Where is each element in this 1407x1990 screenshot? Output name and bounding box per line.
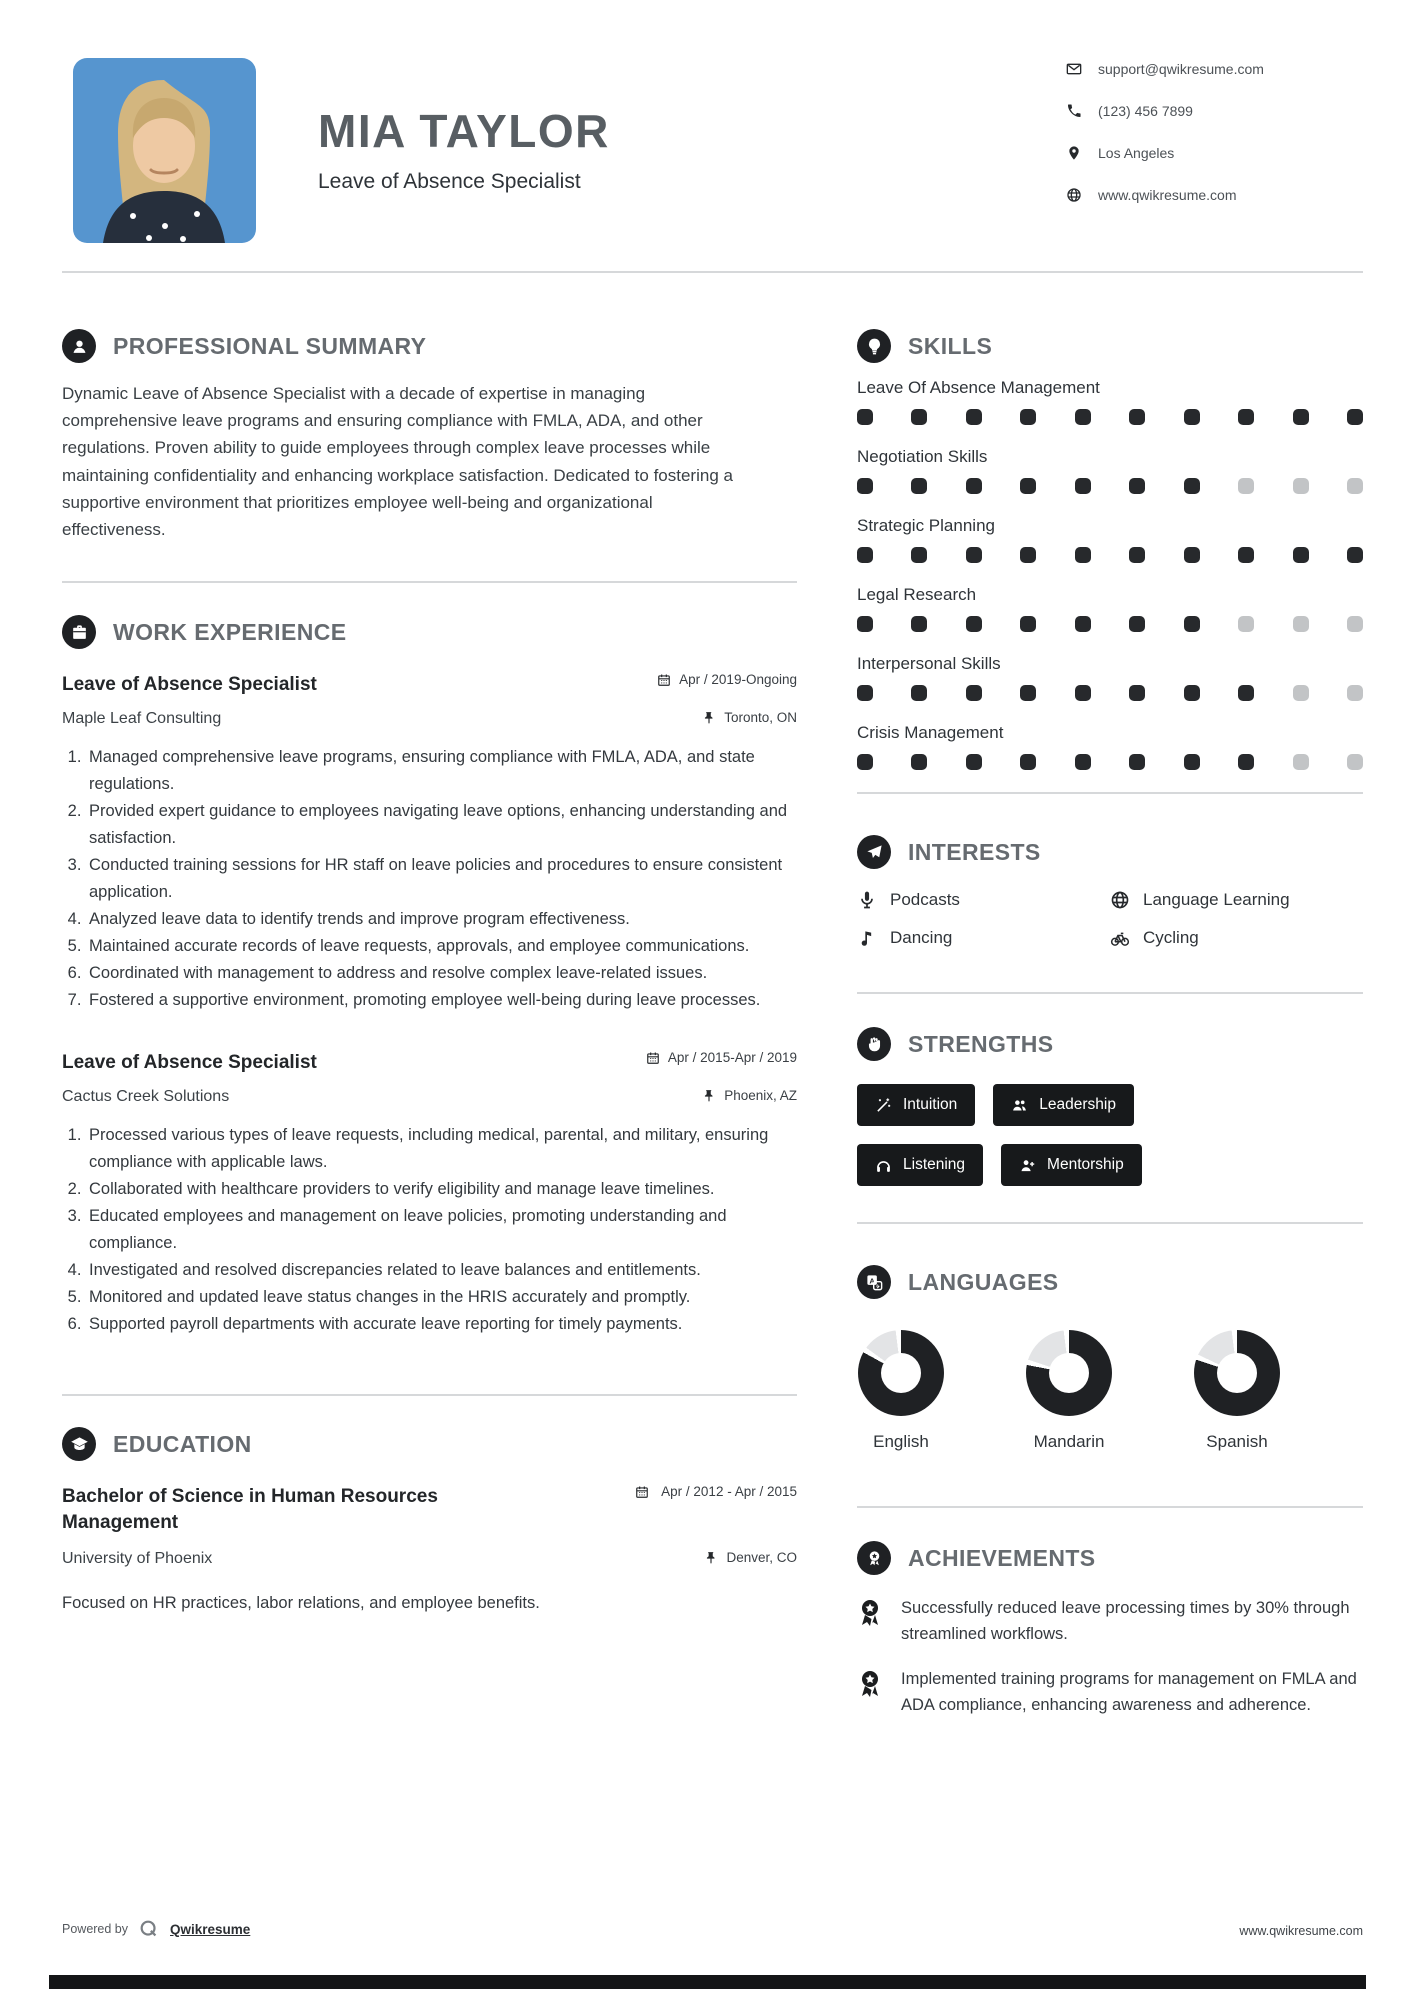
- job-entry: [62, 1050, 797, 1338]
- job-entry: [62, 672, 797, 1014]
- section-skills: [857, 328, 1363, 364]
- interest-item: [1110, 928, 1363, 948]
- section-title: LANGUAGES: [908, 1268, 1059, 1295]
- section-strengths: [857, 1026, 1363, 1062]
- skill-dot: [1347, 478, 1363, 494]
- svg-text:A: A: [868, 1275, 875, 1285]
- skill-row: [857, 516, 1363, 563]
- skill-dot: [1293, 409, 1309, 425]
- contact-website: [1066, 184, 1264, 206]
- education-location-text: Denver, CO: [726, 1549, 797, 1565]
- lightbulb-icon: [857, 329, 891, 363]
- strength-chip: [1001, 1144, 1142, 1186]
- summary-text: Dynamic Leave of Absence Specialist with a decade of expertise in managing comprehensive leave programs and ensuring compliance with FMLA, ADA, and other regulations. Proven ability to guide employees through complex leave processes while maintaining confidentiality and enhancing workplace satisfaction. Dedicated to fostering a supportive environment that prioritizes employee well-being and organizational effectiveness.: [62, 384, 733, 539]
- skill-dot: [857, 685, 873, 701]
- skill-dot: [911, 685, 927, 701]
- skill-dot: [1293, 616, 1309, 632]
- globe-icon: [1066, 187, 1082, 203]
- bottom-bar: [49, 1975, 1366, 1989]
- education-note: Focused on HR practices, labor relations, and employee benefits.: [62, 1593, 540, 1612]
- skill-dot: [966, 685, 982, 701]
- skill-dot: [1347, 547, 1363, 563]
- section-interests: [857, 834, 1363, 870]
- translate-icon: [857, 1265, 891, 1299]
- job-bullet-list: [62, 744, 797, 1014]
- interest-label: Podcasts: [890, 890, 960, 909]
- contact-email: [1066, 58, 1264, 80]
- phone-icon: [1066, 103, 1082, 119]
- contact-email-text: support@qwikresume.com: [1098, 61, 1264, 77]
- achievement-item: [857, 1667, 1363, 1718]
- user-icon: [62, 329, 96, 363]
- degree-title: Bachelor of Science in Human Resources Management: [62, 1486, 438, 1533]
- job-bullet: 2. Collaborated with healthcare providers to verify eligibility and manage leave timelines.: [86, 1176, 797, 1203]
- section-title: EDUCATION: [113, 1430, 252, 1457]
- job-dates-text: Apr / 2015-Apr / 2019: [667, 1050, 797, 1066]
- languages-row: [857, 1330, 1363, 1452]
- skill-dot: [1020, 616, 1036, 632]
- skill-dot: [911, 409, 927, 425]
- job-bullet: 1. Processed various types of leave requests, including medical, parental, and military, ensuring compliance with applicable laws.: [86, 1122, 797, 1176]
- interest-item: [857, 890, 1110, 910]
- skill-dot: [1238, 616, 1254, 632]
- education-location: [704, 1550, 797, 1568]
- language-item: [857, 1330, 945, 1452]
- skill-dot: [1129, 478, 1145, 494]
- skill-rating: [857, 478, 1363, 494]
- job-bullet: 3. Conducted training sessions for HR staff on leave policies and procedures to ensure consistent application.: [86, 852, 797, 906]
- skill-dot: [1293, 685, 1309, 701]
- person-name: MIA TAYLOR: [318, 105, 610, 157]
- skill-dot: [911, 616, 927, 632]
- skill-dot: [1347, 685, 1363, 701]
- skill-dot: [966, 409, 982, 425]
- job-location-text: Phoenix, AZ: [724, 1087, 797, 1103]
- strengths-chips: [857, 1084, 1277, 1186]
- skill-dot: [1184, 685, 1200, 701]
- skill-dot: [857, 616, 873, 632]
- language-item: [1025, 1330, 1113, 1452]
- calendar-icon: [657, 673, 671, 687]
- powered-by-text: Powered by: [62, 1922, 129, 1936]
- contact-location-text: Los Angeles: [1098, 145, 1175, 161]
- section-professional-summary: [62, 328, 797, 364]
- skill-dot: [1347, 616, 1363, 632]
- language-label: Spanish: [1206, 1432, 1268, 1451]
- skills-list: [857, 378, 1363, 770]
- footer-website: www.qwikresume.com: [1239, 1924, 1363, 1938]
- skill-dot: [857, 409, 873, 425]
- contact-block: [1066, 58, 1264, 226]
- headphones-icon: [875, 1157, 892, 1174]
- skill-row: [857, 585, 1363, 632]
- strength-label: Leadership: [1039, 1096, 1116, 1113]
- job-bullet: 5. Monitored and updated leave status changes in the HRIS accurately and promptly.: [86, 1284, 797, 1311]
- qwikresume-logo-icon: [138, 1918, 160, 1940]
- language-donut-chart: [1194, 1330, 1280, 1416]
- language-donut-chart: [1026, 1330, 1112, 1416]
- job-bullet: 7. Fostered a supportive environment, promoting employee well-being during leave processes.: [86, 987, 797, 1014]
- skill-dot: [1129, 616, 1145, 632]
- skill-dot: [1020, 754, 1036, 770]
- skill-dot: [1020, 478, 1036, 494]
- section-languages: [857, 1264, 1363, 1300]
- interest-item: [857, 928, 1110, 948]
- skill-dot: [1293, 754, 1309, 770]
- skill-name: Negotiation Skills: [857, 447, 988, 466]
- skill-dot: [857, 754, 873, 770]
- email-icon: [1066, 61, 1082, 77]
- skill-rating: [857, 685, 1363, 701]
- contact-phone-text: (123) 456 7899: [1098, 103, 1193, 119]
- job-bullet: 2. Provided expert guidance to employees navigating leave options, enhancing understanding and satisfaction.: [86, 798, 797, 852]
- music-note-icon: [857, 928, 877, 948]
- skill-name: Legal Research: [857, 585, 977, 604]
- section-title: ACHIEVEMENTS: [908, 1544, 1096, 1571]
- skill-dot: [1075, 547, 1091, 563]
- award-ribbon-icon: [857, 1598, 883, 1628]
- company-name: Cactus Creek Solutions: [62, 1087, 230, 1105]
- divider: [857, 792, 1363, 794]
- strength-chip: [857, 1084, 975, 1126]
- achievement-text: Successfully reduced leave processing times by 30% through streamlined workflows.: [901, 1599, 1350, 1643]
- briefcase-icon: [62, 615, 96, 649]
- skill-dot: [911, 547, 927, 563]
- job-dates-text: Apr / 2019-Ongoing: [679, 672, 797, 688]
- users-icon: [1011, 1097, 1028, 1114]
- left-column: [62, 328, 797, 1613]
- contact-website-text: www.qwikresume.com: [1098, 187, 1237, 203]
- skill-dot: [966, 547, 982, 563]
- skill-name: Leave Of Absence Management: [857, 378, 1100, 397]
- section-title: STRENGTHS: [908, 1030, 1054, 1057]
- interests-grid: [857, 890, 1363, 948]
- pushpin-icon: [704, 1551, 718, 1565]
- strength-label: Mentorship: [1047, 1156, 1124, 1173]
- fist-icon: [857, 1027, 891, 1061]
- skill-dot: [1075, 685, 1091, 701]
- education-dates: [635, 1484, 797, 1499]
- strength-label: Intuition: [903, 1096, 958, 1113]
- skill-dot: [966, 478, 982, 494]
- divider: [62, 581, 797, 583]
- section-education: [62, 1426, 797, 1462]
- right-column: [857, 328, 1363, 1738]
- skill-dot: [1184, 616, 1200, 632]
- job-bullet: 3. Educated employees and management on leave policies, promoting understanding and compliance.: [86, 1203, 797, 1257]
- calendar-icon: [646, 1051, 660, 1065]
- skill-row: [857, 654, 1363, 701]
- skill-row: [857, 378, 1363, 425]
- skill-dot: [1075, 478, 1091, 494]
- job-title: Leave of Absence Specialist: [62, 674, 317, 696]
- skill-dot: [1238, 409, 1254, 425]
- award-ribbon-icon: [857, 1669, 883, 1699]
- job-dates: [657, 672, 797, 687]
- skill-row: [857, 447, 1363, 494]
- section-title: WORK EXPERIENCE: [113, 618, 347, 645]
- header-divider: [62, 271, 1363, 273]
- skill-dot: [966, 616, 982, 632]
- skill-dot: [1075, 754, 1091, 770]
- skill-dot: [1293, 478, 1309, 494]
- achievements-list: [857, 1596, 1363, 1718]
- divider: [857, 1506, 1363, 1508]
- qwikresume-brand-link[interactable]: Qwikresume: [170, 1921, 251, 1937]
- skill-dot: [1238, 547, 1254, 563]
- section-achievements: [857, 1540, 1363, 1576]
- contact-location: [1066, 142, 1264, 164]
- job-bullet: 4. Investigated and resolved discrepancies related to leave balances and entitlements.: [86, 1257, 797, 1284]
- skill-dot: [1238, 754, 1254, 770]
- skill-dot: [1347, 754, 1363, 770]
- section-title: PROFESSIONAL SUMMARY: [113, 332, 427, 359]
- language-item: [1193, 1330, 1281, 1452]
- skill-dot: [1238, 685, 1254, 701]
- interest-label: Dancing: [890, 928, 953, 947]
- education-dates-text: Apr / 2012 - Apr / 2015: [661, 1484, 797, 1500]
- person-title: Leave of Absence Specialist: [318, 170, 581, 193]
- skill-dot: [1075, 616, 1091, 632]
- location-icon: [1066, 145, 1082, 161]
- paper-plane-icon: [857, 835, 891, 869]
- skill-dot: [1238, 478, 1254, 494]
- profile-photo: [73, 58, 256, 243]
- skill-dot: [1129, 685, 1145, 701]
- section-title: INTERESTS: [908, 838, 1041, 865]
- globe-icon: [1110, 890, 1130, 910]
- section-title: SKILLS: [908, 332, 993, 359]
- job-title: Leave of Absence Specialist: [62, 1052, 317, 1074]
- skill-dot: [966, 754, 982, 770]
- job-bullet: 6. Supported payroll departments with accurate leave reporting for timely payments.: [86, 1311, 797, 1338]
- skill-dot: [1184, 478, 1200, 494]
- pushpin-icon: [702, 711, 716, 725]
- calendar-icon: [635, 1485, 649, 1499]
- profile-photo-illustration: [73, 58, 256, 243]
- job-bullet: 1. Managed comprehensive leave programs, ensuring compliance with FMLA, ADA, and state regulations.: [86, 744, 797, 798]
- job-bullet-list: [62, 1122, 797, 1338]
- language-donut-chart: [858, 1330, 944, 1416]
- education-entry: [62, 1484, 797, 1612]
- skill-dot: [1020, 409, 1036, 425]
- skill-dot: [1129, 409, 1145, 425]
- skill-row: [857, 723, 1363, 770]
- skill-dot: [1129, 547, 1145, 563]
- section-work-experience: [62, 614, 797, 650]
- divider: [857, 992, 1363, 994]
- skill-rating: [857, 409, 1363, 425]
- job-dates: [646, 1050, 797, 1065]
- microphone-icon: [857, 890, 877, 910]
- divider: [857, 1222, 1363, 1224]
- interest-label: Language Learning: [1143, 890, 1290, 909]
- divider: [62, 1394, 797, 1396]
- strength-chip: [857, 1144, 983, 1186]
- strength-chip: [993, 1084, 1134, 1126]
- wand-icon: [875, 1097, 892, 1114]
- skill-dot: [1075, 409, 1091, 425]
- medal-icon: [857, 1541, 891, 1575]
- job-bullet: 4. Analyzed leave data to identify trends and improve program effectiveness.: [86, 906, 797, 933]
- skill-name: Strategic Planning: [857, 516, 995, 535]
- skill-dot: [1184, 409, 1200, 425]
- language-label: English: [873, 1432, 929, 1451]
- skill-dot: [911, 754, 927, 770]
- school-name: University of Phoenix: [62, 1549, 213, 1567]
- footer-powered-by: [62, 1918, 250, 1940]
- skill-dot: [1184, 547, 1200, 563]
- job-location-text: Toronto, ON: [724, 709, 797, 725]
- skill-rating: [857, 616, 1363, 632]
- language-label: Mandarin: [1033, 1432, 1105, 1451]
- graduation-cap-icon: [62, 1427, 96, 1461]
- company-name: Maple Leaf Consulting: [62, 709, 222, 727]
- job-location: [702, 710, 797, 728]
- interest-item: [1110, 890, 1363, 910]
- skill-dot: [857, 547, 873, 563]
- achievement-item: [857, 1596, 1363, 1647]
- skill-dot: [911, 478, 927, 494]
- skill-name: Interpersonal Skills: [857, 654, 1001, 673]
- job-bullet: 6. Coordinated with management to address and resolve complex leave-related issues.: [86, 960, 797, 987]
- skill-rating: [857, 754, 1363, 770]
- job-bullet: 5. Maintained accurate records of leave requests, approvals, and employee communications.: [86, 933, 797, 960]
- skill-name: Crisis Management: [857, 723, 1004, 742]
- skill-dot: [1347, 409, 1363, 425]
- skill-dot: [1020, 685, 1036, 701]
- skill-dot: [1184, 754, 1200, 770]
- skill-dot: [1129, 754, 1145, 770]
- user-plus-icon: [1019, 1157, 1036, 1174]
- bicycle-icon: [1110, 928, 1130, 948]
- interest-label: Cycling: [1143, 928, 1199, 947]
- skill-dot: [1293, 547, 1309, 563]
- skill-dot: [1020, 547, 1036, 563]
- achievement-text: Implemented training programs for management on FMLA and ADA compliance, enhancing awareness and adherence.: [901, 1670, 1357, 1714]
- job-location: [702, 1088, 797, 1106]
- skill-rating: [857, 547, 1363, 563]
- contact-phone: [1066, 100, 1264, 122]
- strength-label: Listening: [903, 1156, 966, 1173]
- pushpin-icon: [702, 1089, 716, 1103]
- skill-dot: [857, 478, 873, 494]
